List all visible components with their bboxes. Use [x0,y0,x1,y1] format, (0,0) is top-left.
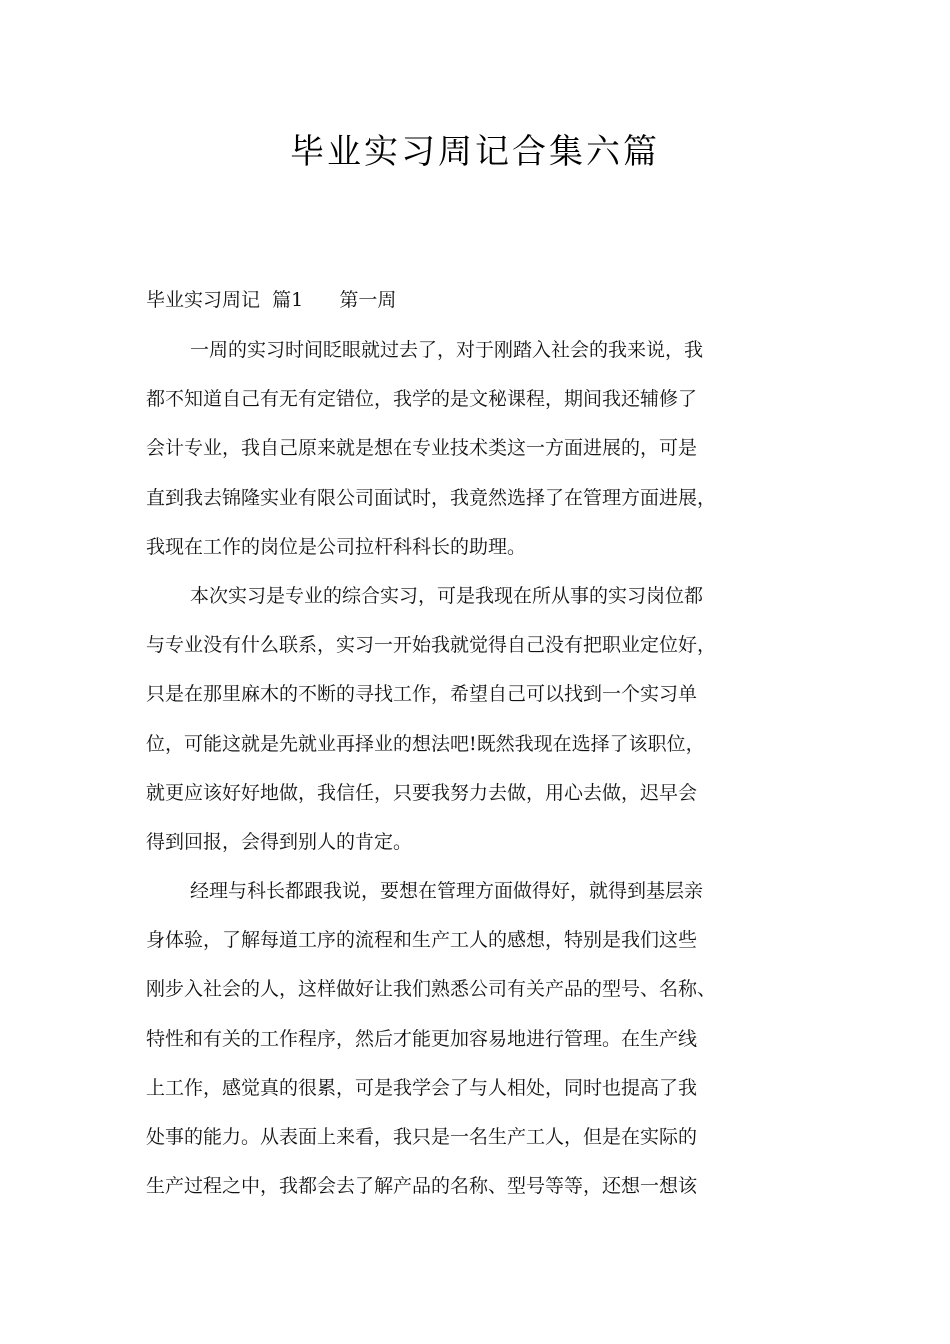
paragraph-line: 会计专业，我自己原来就是想在专业技术类这一方面进展的，可是 [146,437,698,460]
section-heading: 毕业实习周记 篇1 第一周 [146,289,397,311]
paragraph-line: 经理与科长都跟我说，要想在管理方面做得好，就得到基层亲 [190,880,704,903]
paragraph-line: 刚步入社会的人，这样做好让我们熟悉公司有关产品的型号、名称、 [146,978,717,1001]
paragraph-line: 身体验，了解每道工序的流程和生产工人的感想，特别是我们这些 [146,929,698,952]
body-text [146,336,826,1221]
paragraph-line: 本次实习是专业的综合实习，可是我现在所从事的实习岗位都 [190,584,704,607]
paragraph-line: 与专业没有什么联系，实习一开始我就觉得自己没有把职业定位好， [146,634,717,657]
paragraph-line: 直到我去锦隆实业有限公司面试时，我竟然选择了在管理方面进展， [146,486,717,509]
paragraph-line: 只是在那里麻木的不断的寻找工作，希望自己可以找到一个实习单 [146,683,698,706]
paragraph-line: 上工作，感觉真的很累，可是我学会了与人相处，同时也提高了我 [146,1076,698,1099]
paragraph-line: 生产过程之中，我都会去了解产品的名称、型号等等，还想一想该 [146,1175,698,1198]
paragraph-line: 我现在工作的岗位是公司拉杆科科长的助理。 [146,535,527,558]
paragraph-line: 得到回报，会得到别人的肯定。 [146,830,413,853]
paragraph-line: 特性和有关的工作程序，然后才能更加容易地进行管理。在生产线 [146,1027,698,1050]
paragraph-line: 处事的能力。从表面上来看，我只是一名生产工人，但是在实际的 [146,1126,698,1148]
paragraph-line: 就更应该好好地做，我信任，只要我努力去做，用心去做，迟早会 [146,781,698,804]
document-title: 毕业实习周记合集六篇 [290,132,660,172]
paragraph-line: 一周的实习时间眨眼就过去了，对于刚踏入社会的我来说，我 [190,339,704,361]
paragraph-line: 都不知道自己有无有定错位，我学的是文秘课程，期间我还辅修了 [146,388,698,411]
paragraph-line: 位，可能这就是先就业再择业的想法吧!既然我现在选择了该职位， [146,732,705,755]
